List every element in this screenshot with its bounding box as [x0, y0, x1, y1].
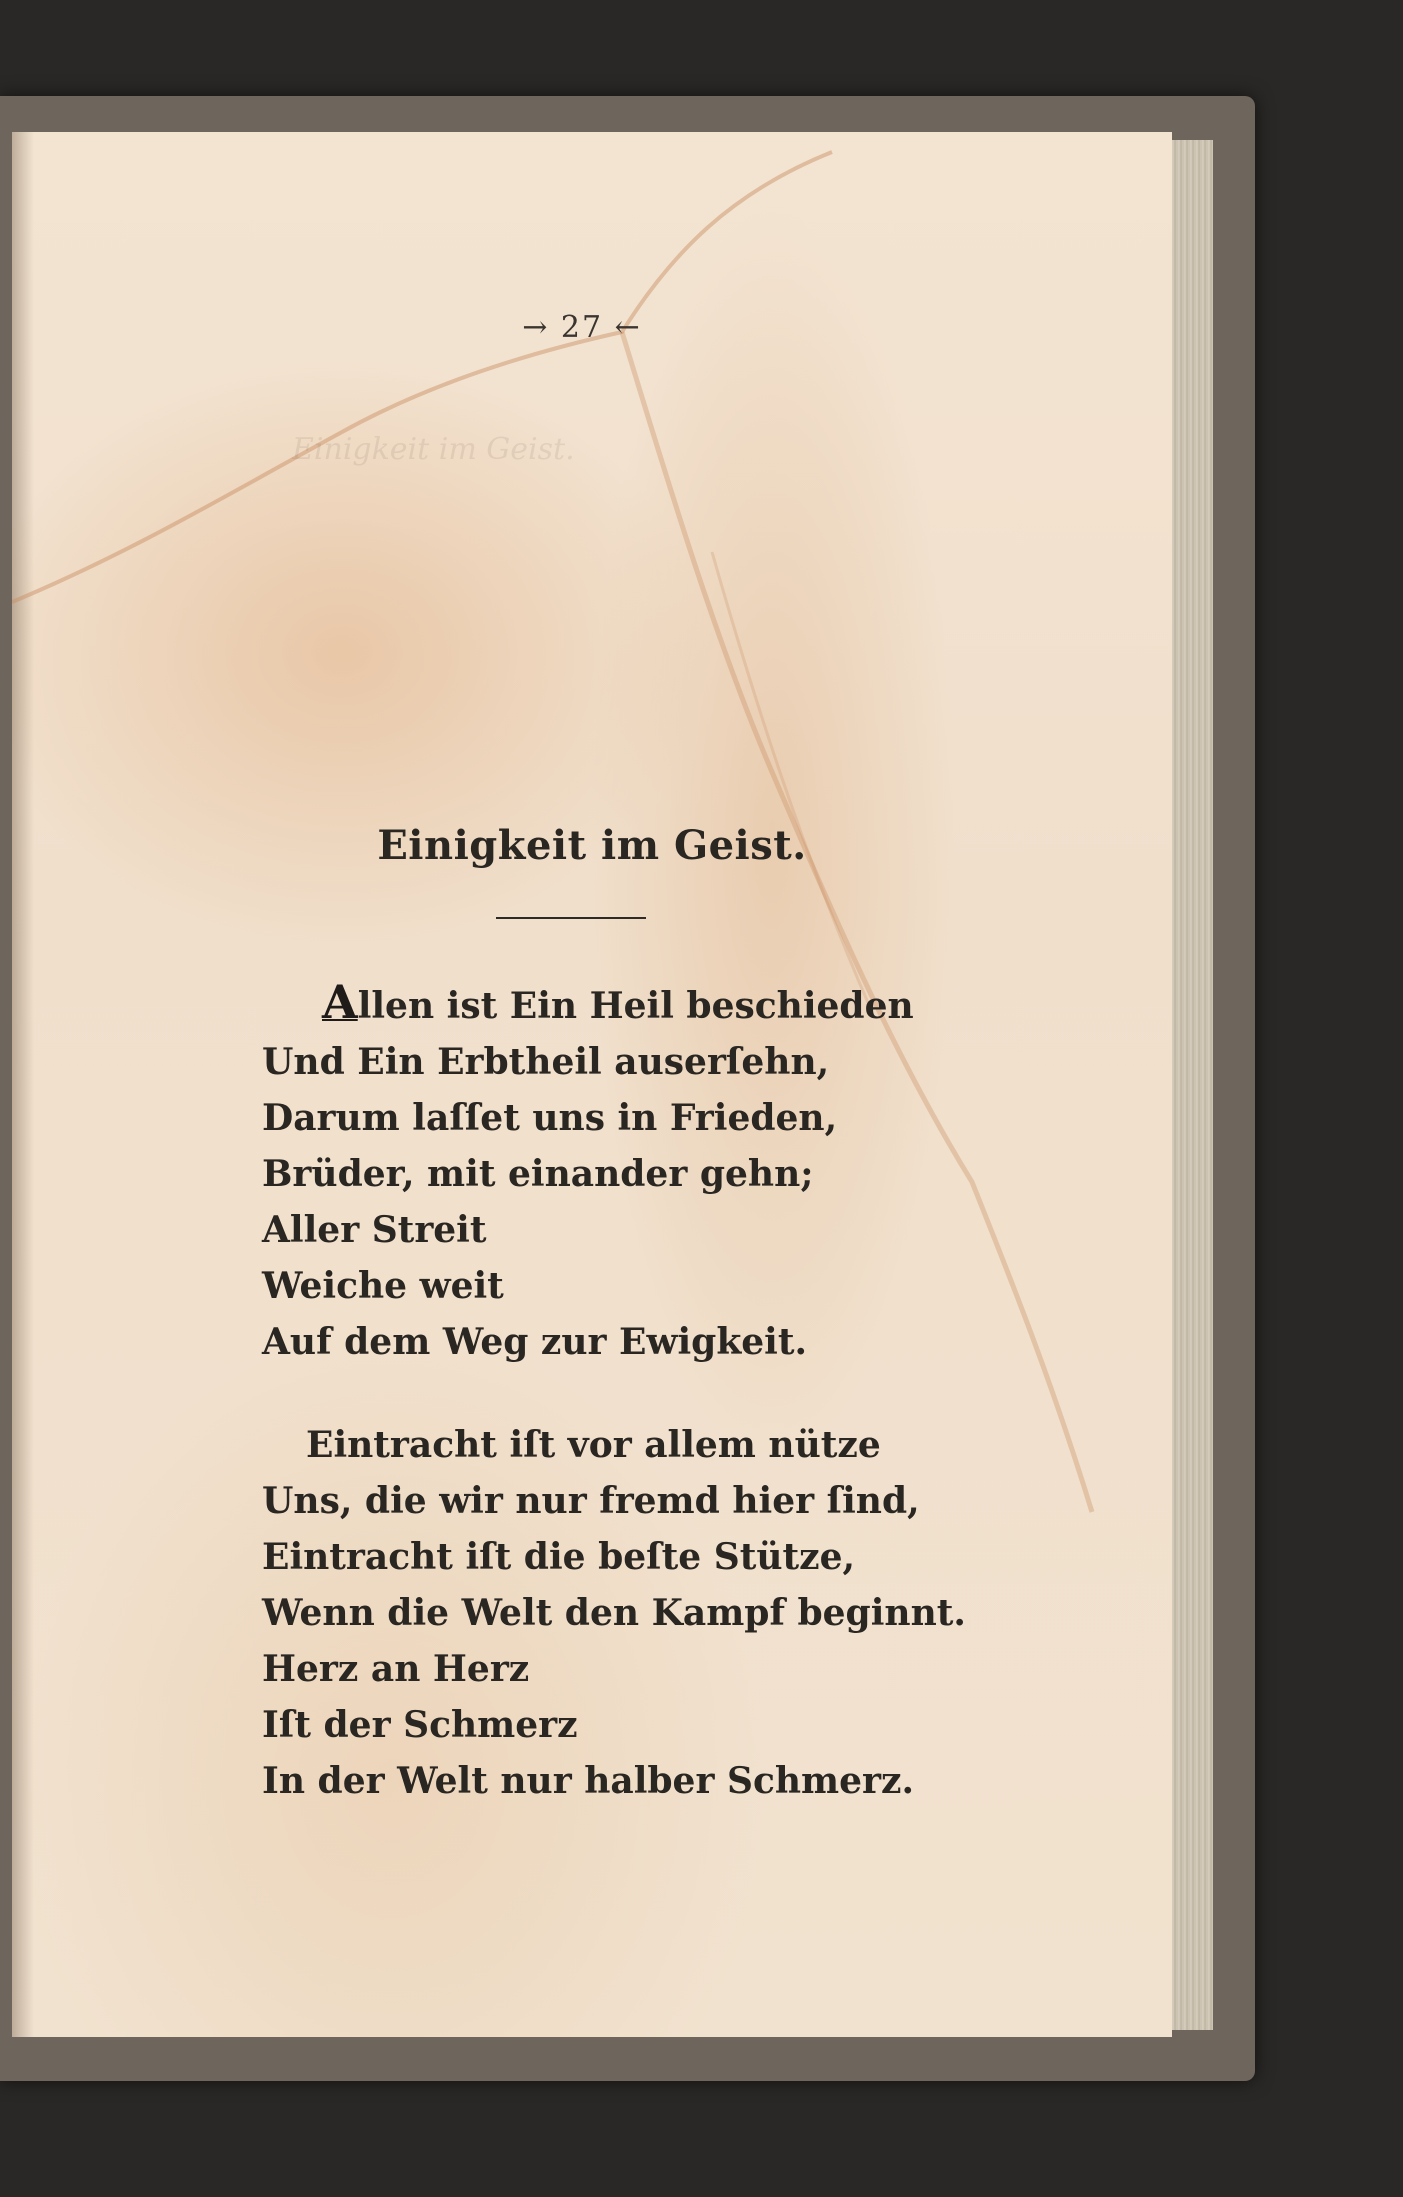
page-gutter-shadow	[12, 132, 34, 2037]
poem-line: Eintracht iſt vor allem nütze	[306, 1424, 881, 1466]
poem-line: Darum laſſet uns in Frieden,	[262, 1097, 838, 1139]
poem-line: In der Welt nur halber Schmerz.	[262, 1760, 914, 1802]
stanza-2	[262, 1417, 966, 1809]
poem-line-text: llen ist Ein Heil beschieden	[357, 985, 914, 1027]
poem-line: Brüder, mit einander gehn;	[262, 1153, 814, 1195]
poem-line: Herz an Herz	[262, 1648, 530, 1690]
poem-line: Eintracht iſt die beſte Stütze,	[262, 1536, 856, 1578]
drop-cap: A	[322, 975, 358, 1029]
poem-line: Weiche weit	[262, 1265, 504, 1307]
poem-title: Einigkeit im Geist.	[377, 822, 807, 869]
poem-line	[262, 975, 914, 1034]
poem-line: Uns, die wir nur fremd hier ſind,	[262, 1480, 920, 1522]
poem-line: Aller Streit	[262, 1209, 487, 1251]
stanza-1	[262, 975, 914, 1370]
bleed-through-text: Einigkeit im Geist.	[292, 432, 575, 467]
poem-line: Wenn die Welt den Kampf beginnt.	[262, 1592, 966, 1634]
title-divider	[496, 917, 646, 919]
poem-line: Iſt der Schmerz	[262, 1704, 578, 1746]
page-number: → 27 ←	[522, 310, 642, 345]
book-page	[12, 132, 1172, 2037]
page-edges	[1165, 140, 1213, 2030]
poem-line: Und Ein Erbtheil auserſehn,	[262, 1041, 830, 1083]
poem-line: Auf dem Weg zur Ewigkeit.	[262, 1321, 808, 1363]
